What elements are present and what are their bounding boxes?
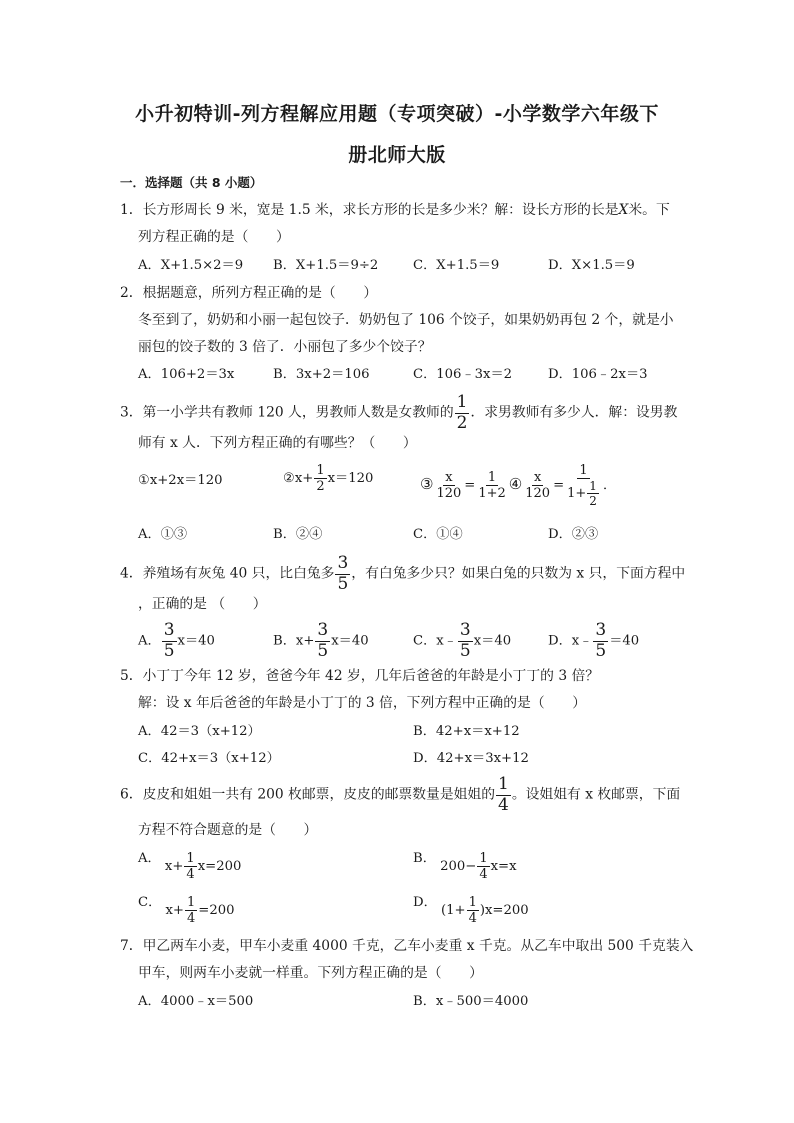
q5-option-a[interactable]: A．42＝3（x+12） — [138, 724, 261, 739]
fraction-three-fifths: $\frac{3}{5}$ — [337, 553, 349, 594]
fraction-1-over-3: $\frac{1}{1+2}$ — [478, 470, 506, 501]
question-2-line1: 2．根据题意，所列方程正确的是（ ） — [120, 285, 378, 301]
question-3-text-end: ．求男教师有多少人．解：设男教 — [470, 404, 678, 421]
q6-option-c[interactable]: C． x+ $\frac{1}{4}$ =200 — [138, 895, 235, 926]
question-5-line1: 5．小丁丁今年 12 岁，爸爸今年 42 岁，几年后爸爸的年龄是小丁丁的 3 倍？ — [120, 668, 600, 684]
q3-option-d[interactable]: D．②③ — [548, 527, 599, 542]
question-1-text-end: 米。下 — [628, 202, 670, 218]
q5-option-c[interactable]: C．42+x＝3（x+12） — [138, 751, 280, 766]
q2-option-c[interactable]: C．106﹣3x＝2 — [413, 367, 513, 382]
q2-option-a[interactable]: A．106+2＝3x — [138, 367, 235, 382]
q1-option-a[interactable]: A．X+1.5×2＝9 — [138, 258, 244, 273]
question-4-line1: 4．养殖场有灰兔 40 只，比白兔多 $\frac{3}{5}$ ，有白兔多少只？如果白兔的只数为 x 只，下面方程中 — [120, 553, 686, 594]
q3-option-a[interactable]: A．①③ — [138, 527, 188, 542]
q4-option-d[interactable]: D．x﹣ $\frac{3}{5}$ ＝40 — [548, 620, 640, 661]
q1-option-c[interactable]: C．X+1.5＝9 — [413, 258, 500, 273]
q6-option-b[interactable]: B． 200− $\frac{1}{4}$ x=x — [413, 851, 517, 882]
question-1-text: 1．长方形周长 9 米，宽是 1.5 米，求长方形的长是多少米？解：设长方形的长是 — [120, 202, 619, 218]
nested-fraction: 1 1+ $\frac{1}{2}$ — [567, 463, 597, 508]
q3-option-b[interactable]: B．②④ — [273, 527, 323, 542]
q2-option-d[interactable]: D．106﹣2x＝3 — [548, 367, 648, 382]
q7-option-b[interactable]: B．x﹣500＝4000 — [413, 994, 529, 1009]
question-3-line2: 师有 x 人．下列方程正确的有哪些？（ ） — [138, 435, 417, 451]
question-2-line3: 丽包的饺子数的 3 倍了．小丽包了多少个饺子？ — [138, 339, 432, 355]
q6-option-a[interactable]: A． x+ $\frac{1}{4}$ x=200 — [138, 851, 242, 882]
page-title-line2: 册北师大版 — [348, 144, 446, 166]
question-7-line2: 甲车，则两车小麦就一样重。下列方程正确的是（ ） — [138, 965, 483, 981]
question-3-text: 3．第一小学共有教师 120 人，男教师人数是女教师的 — [120, 404, 454, 421]
q5-option-b[interactable]: B．42+x＝x+12 — [413, 724, 520, 739]
q3-option-c[interactable]: C．①④ — [413, 527, 463, 542]
question-1-line1 — [120, 204, 670, 218]
section-heading: 一．选择题（共 8 小题） — [120, 175, 263, 190]
circled-3: ③ — [420, 475, 434, 493]
question-2-line2: 冬至到了，奶奶和小丽一起包饺子．奶奶包了 106 个饺子，如果奶奶再包 2 个，就是小 — [138, 312, 674, 328]
fraction: $\frac{1}{2}$ — [316, 463, 325, 494]
q3-equation-1: ①x+2x＝120 — [138, 473, 223, 488]
q4-option-a[interactable]: A． $\frac{3}{5}$ x＝40 — [138, 620, 215, 661]
fraction-one-half: $\frac{1}{2}$ — [456, 392, 468, 433]
question-6-line2: 方程不符合题意的是（ ） — [138, 822, 318, 838]
question-1-line2: 列方程正确的是（ ） — [138, 229, 290, 245]
q1-option-b[interactable]: B．X+1.5＝9÷2 — [273, 258, 379, 273]
q6-option-d[interactable]: D． (1+ $\frac{1}{4}$ )x=200 — [413, 895, 529, 926]
q3-equation-2: ②x+ $\frac{1}{2}$ x＝120 — [283, 463, 374, 494]
fraction-x-120: $\frac{x}{120}$ — [436, 470, 462, 501]
page-title-line1: 小升初特训-列方程解应用题（专项突破）-小学数学六年级下 — [135, 103, 659, 125]
question-7-line1: 7．甲乙两车小麦，甲车小麦重 4000 千克，乙车小麦重 x 千克。从乙车中取出 500 千克装入 — [120, 938, 694, 954]
question-6-line1: 6．皮皮和姐姐一共有 200 枚邮票，皮皮的邮票数量是姐姐的 $\frac{1}{4}$ 。设姐姐有 x 枚邮票，下面 — [120, 774, 681, 815]
q5-option-d[interactable]: D．42+x＝3x+12 — [413, 751, 529, 766]
fraction-one-quarter: $\frac{1}{4}$ — [498, 774, 509, 815]
fraction-x-120: $\frac{x}{120}$ — [525, 470, 551, 501]
q7-option-a[interactable]: A．4000﹣x＝500 — [138, 994, 254, 1009]
question-3-line1 — [120, 394, 677, 432]
q4-option-c[interactable]: C．x﹣ $\frac{3}{5}$ x＝40 — [413, 620, 512, 661]
q4-option-b[interactable]: B．x+ $\frac{3}{5}$ x＝40 — [273, 620, 369, 661]
q3-equation-3-4: ③ $\frac{x}{120}$ = $\frac{1}{1+2}$ ④ $\frac{x}{120}$ = 1 1+ $\frac{1}{2}$ ． — [420, 463, 617, 508]
question-4-line2: ，正确的是 （ ） — [138, 596, 267, 612]
question-1-variable: X — [618, 202, 629, 218]
q2-option-b[interactable]: B．3x+2＝106 — [273, 367, 370, 382]
circled-4: ④ — [508, 475, 523, 493]
question-5-line2: 解：设 x 年后爸爸的年龄是小丁丁的 3 倍，下列方程中正确的是（ ） — [138, 695, 587, 711]
q1-option-d[interactable]: D．X×1.5＝9 — [548, 258, 635, 273]
